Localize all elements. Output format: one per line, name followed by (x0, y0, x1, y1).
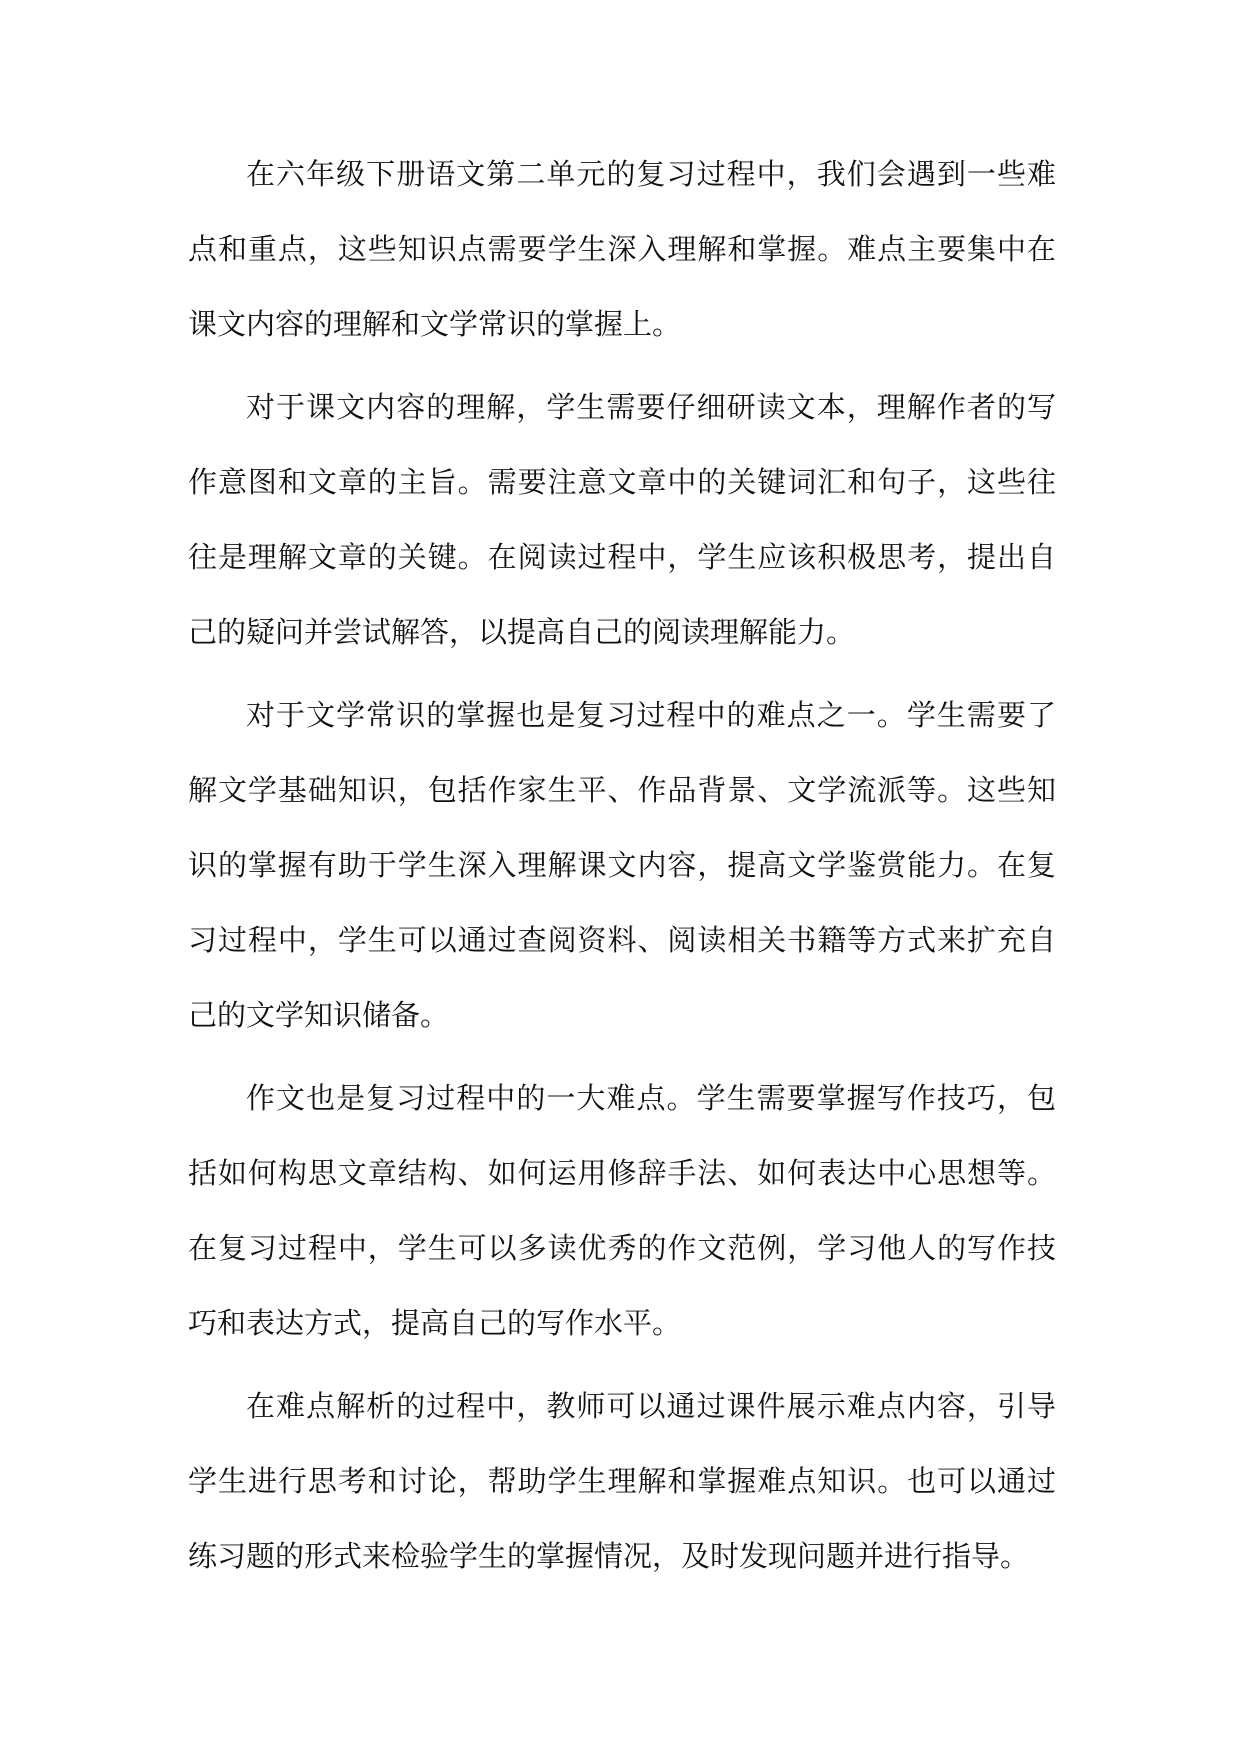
paragraph-4: 作文也是复习过程中的一大难点。学生需要掌握写作技巧，包括如何构思文章结构、如何运用修辞手法、如何表达中心思想等。在复习过程中，学生可以多读优秀的作文范例，学习他人的写作技巧和表达方式，提高自己的写作水平。 (188, 1081, 1056, 1340)
paragraph-1: 在六年级下册语文第二单元的复习过程中，我们会遇到一些难点和重点，这些知识点需要学生深入理解和掌握。难点主要集中在课文内容的理解和文学常识的掌握上。 (188, 157, 1056, 341)
paragraph-2: 对于课文内容的理解，学生需要仔细研读文本，理解作者的写作意图和文章的主旨。需要注意文章中的关键词汇和句子，这些往往是理解文章的关键。在阅读过程中，学生应该积极思考，提出自己的疑问并尝试解答，以提高自己的阅读理解能力。 (188, 390, 1056, 649)
paragraph-3: 对于文学常识的掌握也是复习过程中的难点之一。学生需要了解文学基础知识，包括作家生平、作品背景、文学流派等。这些知识的掌握有助于学生深入理解课文内容，提高文学鉴赏能力。在复习过程中，学生可以通过查阅资料、阅读相关书籍等方式来扩充自己的文学知识储备。 (188, 698, 1056, 1032)
paragraph-5: 在难点解析的过程中，教师可以通过课件展示难点内容，引导学生进行思考和讨论，帮助学生理解和掌握难点知识。也可以通过练习题的形式来检验学生的掌握情况，及时发现问题并进行指导。 (188, 1389, 1056, 1573)
document-body (188, 137, 1056, 1602)
